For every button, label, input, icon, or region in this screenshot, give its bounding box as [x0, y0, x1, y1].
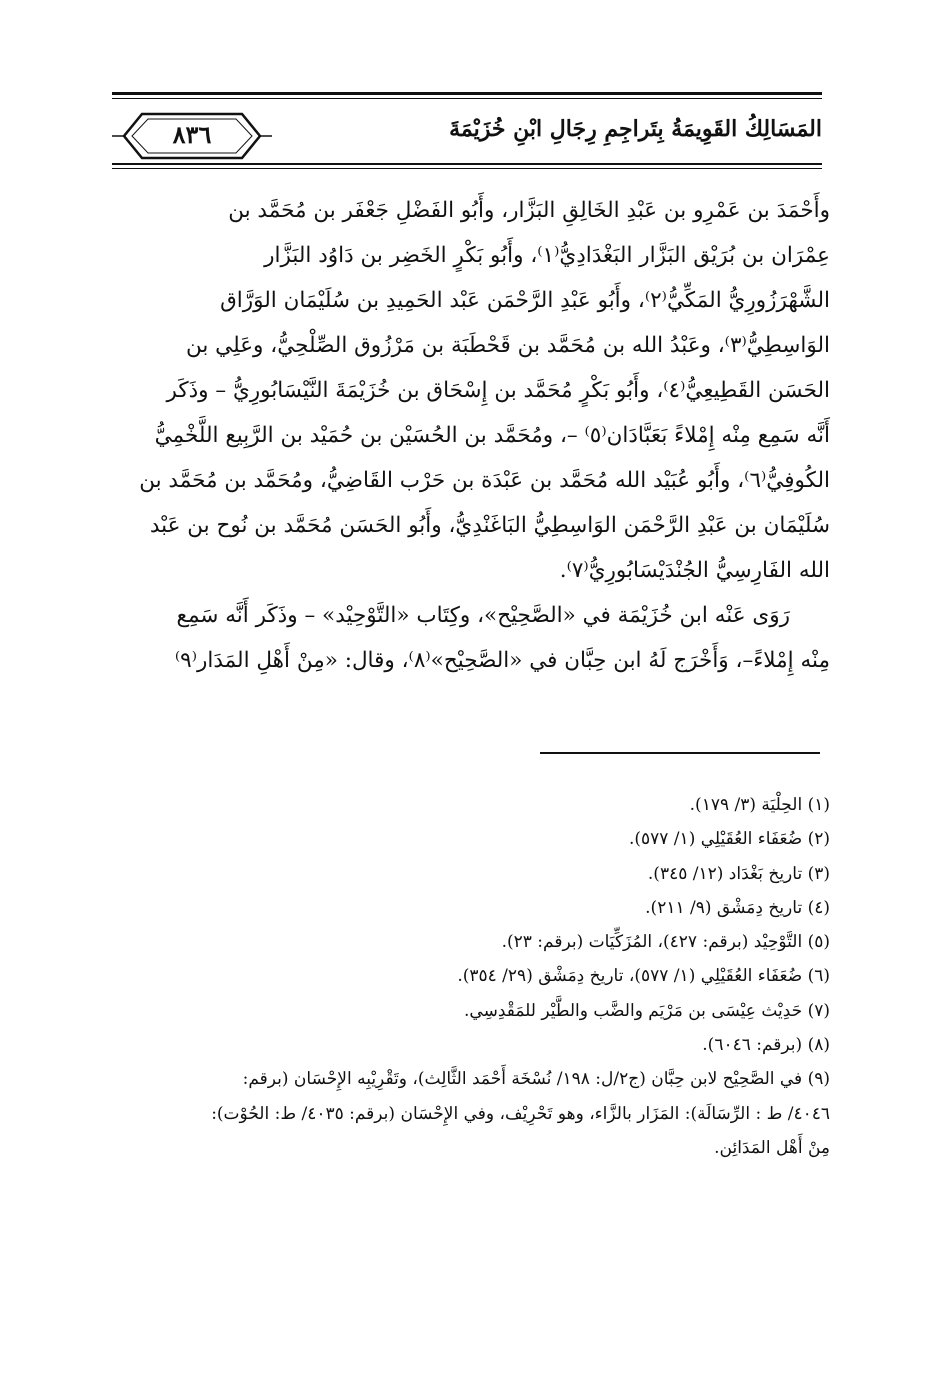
main-text: [115, 188, 830, 683]
header-top-rule: [112, 92, 822, 95]
text-line: عِمْرَان بن بُرَيْق البَزَّار البَغْدَادِيُّ⁽١⁾، وأَبُو بَكْرٍ الخَضِر بن دَاوُد البَزَّار: [264, 243, 830, 268]
header-bottom-rule: [112, 163, 822, 165]
footnote: (٤) تاريخ دِمَشْق (٩/ ٢١١).: [645, 897, 830, 918]
text-line: وأَحْمَدَ بن عَمْرِو بن عَبْدِ الخَالِقِ البَزَّار، وأَبُو الفَضْلِ جَعْفَر بن مُحَمَّد بن: [228, 198, 830, 223]
text-line: الله الفَارِسِيُّ الجُنْدَيْسَابُورِيُّ⁽٧⁾.: [559, 558, 830, 583]
footnote: (٧) حَدِيْث عِيْسَى بن مَرْيَم والضَّب والطَّيْر للمَقْدِسِي.: [464, 1000, 830, 1021]
page-header: [112, 106, 822, 166]
footnotes: [115, 788, 830, 1165]
footnote-continuation: ٤٠٤٦/ ط : الرِّسَالَة): المَزَار بالزَّاء، وهو تَحْرِيْف، وفي الإِحْسَان (برقم: ٤٠٣٥/ ط: الحُوْت):: [211, 1103, 830, 1124]
footnote-separator: [540, 752, 820, 754]
footnote: (٢) ضُعَفَاء العُقَيْلِي (١/ ٥٧٧).: [628, 829, 830, 850]
text-line: رَوَى عَنْه ابن خُزَيْمَة في «الصَّحِيْح»، وكِتَاب «التَّوْحِيْد» – وذَكَر أَنَّه سَمِع: [176, 603, 790, 628]
text-line: الكُوفِيُّ⁽٦⁾، وأَبُو عُبَيْد الله مُحَمَّد بن عَبْدَة بن حَرْب القَاضِيُّ، ومُحَمَّد بن مُحَمَّد بن: [139, 468, 830, 493]
text-line: سُلَيْمَان بن عَبْدِ الرَّحْمَن الوَاسِطِيُّ البَاغَنْدِيُّ، وأَبُو الحَسَن مُحَمَّد بن نُوح بن عَبْد: [149, 513, 830, 538]
text-line: مِنْه إِمْلاءً–، وَأَخْرَج لَهُ ابن حِبَّان في «الصَّحِيْح»⁽٨⁾، وقال: «مِنْ أَهْلِ المَدَار⁽٩⁾: [174, 648, 830, 673]
text-line: الحَسَن القَطِيعِيُّ⁽٤⁾، وأَبُو بَكْرٍ مُحَمَّد بن إِسْحَاق بن خُزَيْمَةَ النَّيْسَابُورِيُّ – وذَكَر: [166, 378, 830, 403]
running-title: المَسَالِكُ القَوِيمَةُ بِتَراجِمِ رِجَالِ ابْنِ خُزَيْمَةَ: [449, 116, 822, 142]
text-line: الشَّهْرَزُورِيُّ المَكِّيُّ⁽٢⁾، وأَبُو عَبْدِ الرَّحْمَن عَبْد الحَمِيدِ بن سُلَيْمَان الوَرَّاق: [220, 288, 830, 313]
page-number-badge: [112, 106, 272, 166]
footnote: (٣) تاريخ بَغْدَاد (١٢/ ٣٤٥).: [647, 863, 830, 884]
footnote: (١) الحِلْيَة (٣/ ١٧٩).: [689, 795, 830, 815]
page-number: ٨٣٦: [172, 120, 212, 149]
text-line: الوَاسِطِيُّ⁽٣⁾، وعَبْدُ الله بن مُحَمَّد بن قَحْطَبَة بن مَرْزُوق الصِّلْحِيُّ، وعَلِي بن: [186, 333, 830, 358]
footnote: (٥) التَّوْحِيْد (برقم: ٤٢٧)، المُزَكِّيَات (برقم: ٢٣).: [501, 932, 830, 953]
header-top-rule-thin: [112, 98, 822, 99]
footnote-continuation: مِنْ أَهْل المَدَائِن.: [714, 1137, 830, 1158]
footnote: (٨) (برقم: ٦٠٤٦).: [702, 1035, 830, 1056]
header-bottom-rule-thin: [112, 168, 822, 169]
footnote: (٩) في الصَّحِيْح لابن حِبَّان (ج٢/ل: ١٩٨/ نُسْخَة أَحْمَد الثَّالِث)، وتَقْرِيْبِه الإِحْسَان (برقم:: [242, 1069, 830, 1090]
footnote: (٦) ضُعَفَاء العُقَيْلِي (١/ ٥٧٧)، تاريخ دِمَشْق (٢٩/ ٣٥٤).: [457, 966, 830, 987]
text-line: أَنَّه سَمِع مِنْه إِمْلاءً بَعَبَّادَان⁽٥⁾ –، ومُحَمَّد بن الحُسَيْن بن حُمَيْد بن الرَّبِيع اللَّخْمِيُّ: [154, 423, 830, 448]
